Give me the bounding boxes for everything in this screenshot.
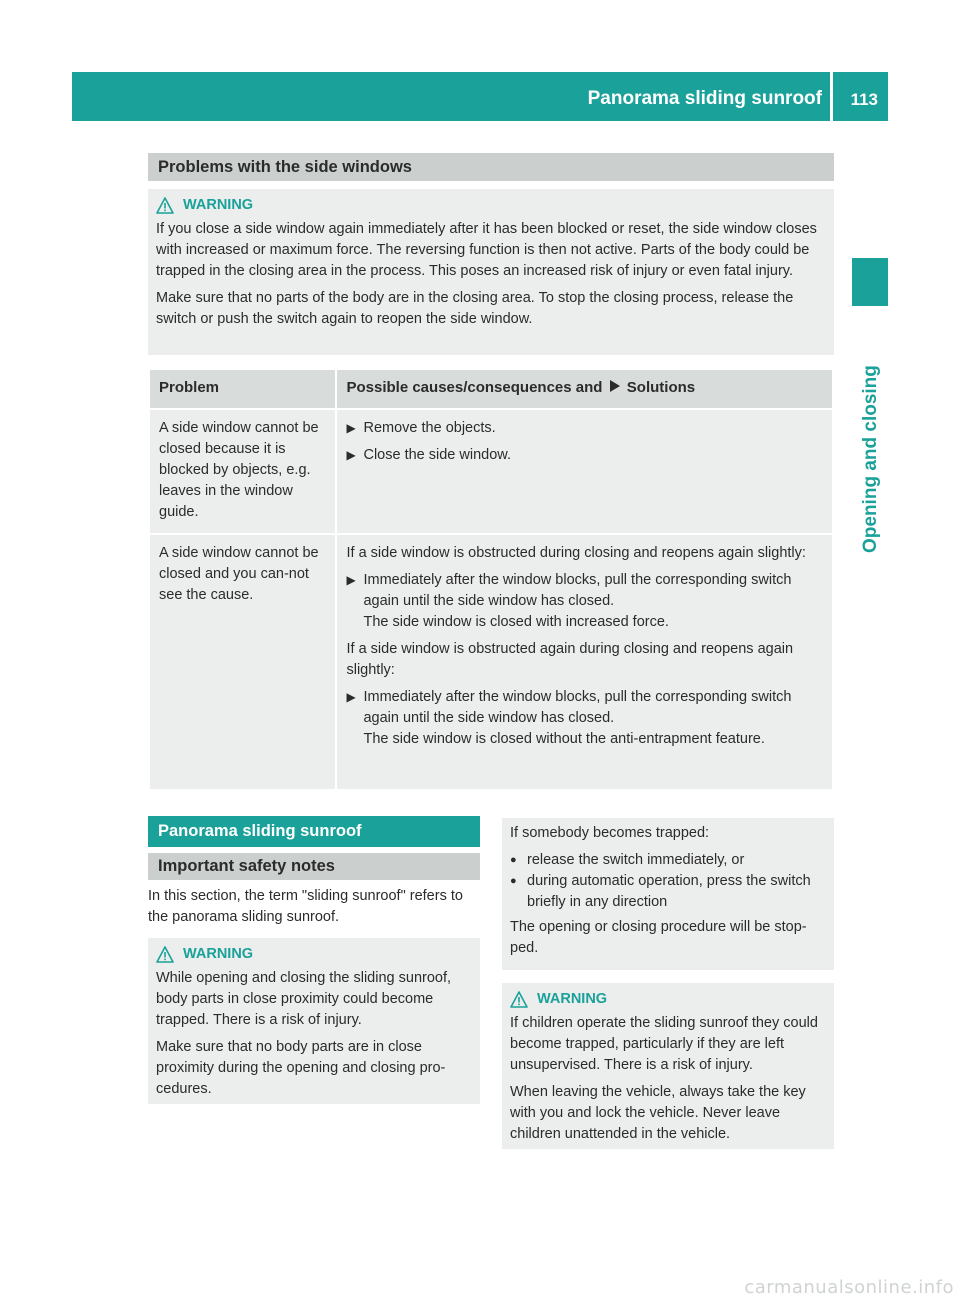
watermark: carmanualsonline.info [744, 1277, 954, 1298]
bullet-icon: ● [510, 875, 517, 887]
warning-paragraph: When leaving the vehicle, always take the key with you and lock the vehicle. Never leave children unattended in the vehicle. [510, 1084, 806, 1142]
trapped-intro: If somebody becomes trapped: [510, 825, 710, 841]
warning-label: WARNING [183, 197, 254, 213]
list-item [510, 850, 826, 871]
solution-step [346, 418, 824, 439]
page-number: 113 [850, 90, 878, 109]
list-item [510, 871, 826, 913]
warning-label: WARNING [537, 991, 608, 1007]
step-arrow-icon: ▶ [346, 573, 356, 587]
solution-step [346, 445, 824, 466]
step-text [363, 687, 824, 750]
solution-cell [336, 409, 833, 534]
step-arrow-icon: ▶ [346, 448, 356, 462]
list-item-text: release the switch immediately, or [527, 852, 745, 868]
subsection-title-safety: Important safety notes [148, 853, 480, 880]
trapped-bullet-list [510, 850, 826, 913]
trapped-info-box [502, 818, 834, 970]
table-header-solutions [336, 369, 833, 409]
warning-box-side-windows [148, 189, 834, 355]
problem-cell: A side window cannot be closed and you can-not see the cause. [149, 534, 336, 790]
warning-triangle-icon [156, 946, 174, 963]
trapped-outro: The opening or closing procedure will be stop-ped. [510, 919, 807, 956]
step-text: Close the side window. [363, 447, 511, 463]
solution-intro: If a side window is obstructed again during closing and reopens again slightly: [346, 641, 794, 678]
warning-triangle-icon [156, 197, 174, 214]
side-tab-marker [852, 258, 888, 306]
step-instruction: Immediately after the window blocks, pull the corresponding switch again until the side window has closed. [363, 689, 792, 726]
step-result: The side window is closed without the anti-entrapment feature. [363, 731, 765, 747]
warning-paragraph: Make sure that no parts of the body are in the closing area. To stop the closing process, release the switch or push the switch again to reopen the side window. [156, 290, 794, 327]
problem-solution-table [148, 368, 834, 791]
header-separator [830, 72, 833, 121]
step-text: Remove the objects. [363, 420, 496, 436]
table-header-problem: Problem [149, 369, 336, 409]
warning-heading [156, 195, 826, 215]
step-arrow-icon: ▶ [346, 690, 356, 704]
header-bar [72, 72, 888, 121]
warning-paragraph: If you close a side window again immediately after it has been blocked or reset, the side window closes with increased or maximum force. The reversing function is then not active. Parts of the body could be trapped in the closing area in the process. This poses an increased risk of injury or even fatal injury. [156, 221, 817, 279]
step-result: The side window is closed with increased force. [363, 614, 669, 630]
step-arrow-icon: ▶ [346, 421, 356, 435]
table-header-solutions-label: Solutions [626, 379, 696, 396]
warning-paragraph: Make sure that no body parts are in close proximity during the opening and closing pro-cedures. [156, 1039, 446, 1097]
table-header-solutions-text: Possible causes/consequences and [346, 379, 603, 396]
side-tab-label: Opening and closing [860, 365, 881, 553]
solution-cell [336, 534, 833, 790]
table-header-row [149, 369, 833, 409]
solution-step [346, 570, 824, 633]
list-item-text: during automatic operation, press the switch briefly in any direction [527, 873, 811, 910]
problem-cell: A side window cannot be closed because it is blocked by objects, e.g. leaves in the window guide. [149, 409, 336, 534]
warning-label: WARNING [183, 946, 254, 962]
warning-box-children [502, 983, 834, 1149]
bullet-icon: ● [510, 854, 517, 866]
table-row [149, 534, 833, 790]
play-arrow-icon [609, 379, 621, 393]
warning-triangle-icon [510, 991, 528, 1008]
warning-paragraph: If children operate the sliding sunroof they could become trapped, particularly if they are left unsupervised. There is a risk of injury. [510, 1015, 818, 1073]
warning-box-sunroof [148, 938, 480, 1104]
step-text [363, 570, 824, 633]
step-instruction: Immediately after the window blocks, pull the corresponding switch again until the side window has closed. [363, 572, 792, 609]
solution-intro: If a side window is obstructed during closing and reopens again slightly: [346, 545, 806, 561]
warning-heading [156, 944, 472, 964]
section-title-sunroof: Panorama sliding sunroof [148, 816, 480, 847]
warning-heading [510, 989, 826, 1009]
solution-step [346, 687, 824, 750]
section-title-side-windows: Problems with the side windows [148, 153, 834, 181]
header-title: Panorama sliding sunroof [587, 88, 822, 109]
section-intro: In this section, the term "sliding sunroof" refers to the panorama sliding sunroof. [148, 888, 463, 925]
warning-paragraph: While opening and closing the sliding sunroof, body parts in close proximity could become trapped. There is a risk of injury. [156, 970, 452, 1028]
table-row [149, 409, 833, 534]
